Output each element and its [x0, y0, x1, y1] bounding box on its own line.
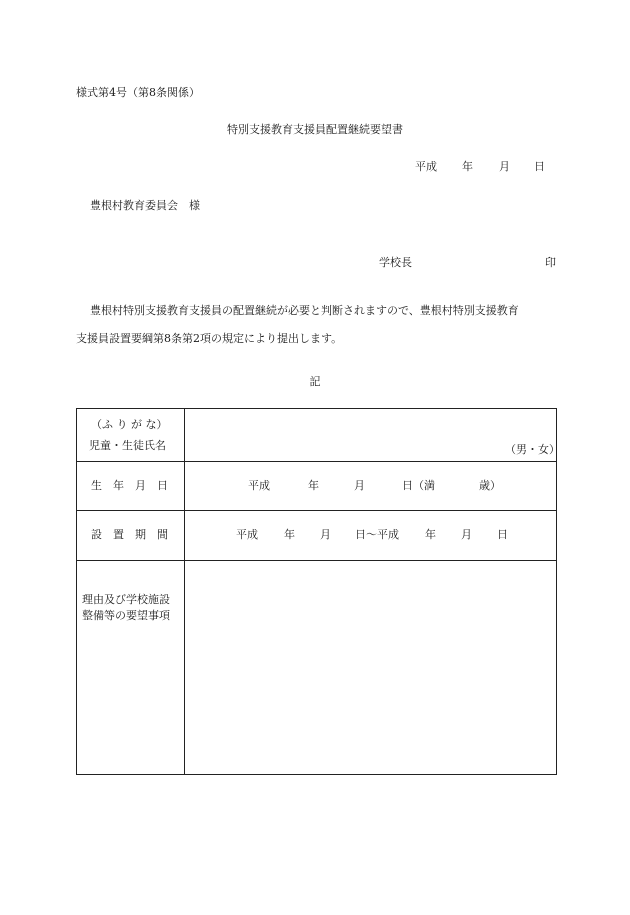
table-column-divider	[184, 409, 185, 774]
furigana-label: （ふ り が な）	[91, 418, 168, 431]
sender-title: 学校長	[379, 256, 412, 269]
table-row-divider	[77, 560, 556, 561]
student-name-label: 児童・生徒氏名	[89, 439, 166, 452]
seal-mark: 印	[545, 256, 556, 269]
addressee: 豊根村教育委員会 様	[90, 199, 200, 212]
gender-choice: （男・女）	[505, 443, 560, 456]
period-start-day-to: 日～平成	[355, 528, 399, 541]
birth-era: 平成	[248, 479, 270, 492]
date-day-unit: 日	[534, 160, 545, 173]
period-end-year-unit: 年	[425, 528, 436, 541]
birth-year-unit: 年	[308, 479, 319, 492]
request-form-table	[76, 408, 560, 775]
period-end-month-unit: 月	[461, 528, 472, 541]
period-start-month-unit: 月	[320, 528, 331, 541]
date-era: 平成	[415, 160, 437, 173]
period-start-era: 平成	[236, 528, 258, 541]
date-year-unit: 年	[462, 160, 473, 173]
reasons-label-line-2: 整備等の要望事項	[82, 609, 170, 622]
period-start-year-unit: 年	[284, 528, 295, 541]
birth-date-label: 生 年 月 日	[91, 479, 168, 492]
placement-period-label: 設 置 期 間	[91, 528, 168, 541]
birth-day-unit: 日（満	[402, 479, 435, 492]
table-row-divider	[77, 510, 556, 511]
period-end-day-unit: 日	[497, 528, 508, 541]
body-text-line-1: 豊根村特別支援教育支援員の配置継続が必要と判断されますので、豊根村特別支援教育	[90, 304, 519, 317]
form-number-label: 様式第4号（第8条関係）	[76, 86, 200, 99]
table-row-divider	[77, 461, 556, 462]
age-unit: 歳）	[479, 479, 501, 492]
date-month-unit: 月	[499, 160, 510, 173]
body-text-line-2: 支援員設置要綱第8条第2項の規定により提出します。	[76, 332, 343, 345]
document-title: 特別支援教育支援員配置継続要望書	[227, 123, 403, 136]
reasons-label-line-1: 理由及び学校施設	[82, 593, 170, 606]
note-heading: 記	[309, 375, 321, 388]
birth-month-unit: 月	[354, 479, 365, 492]
